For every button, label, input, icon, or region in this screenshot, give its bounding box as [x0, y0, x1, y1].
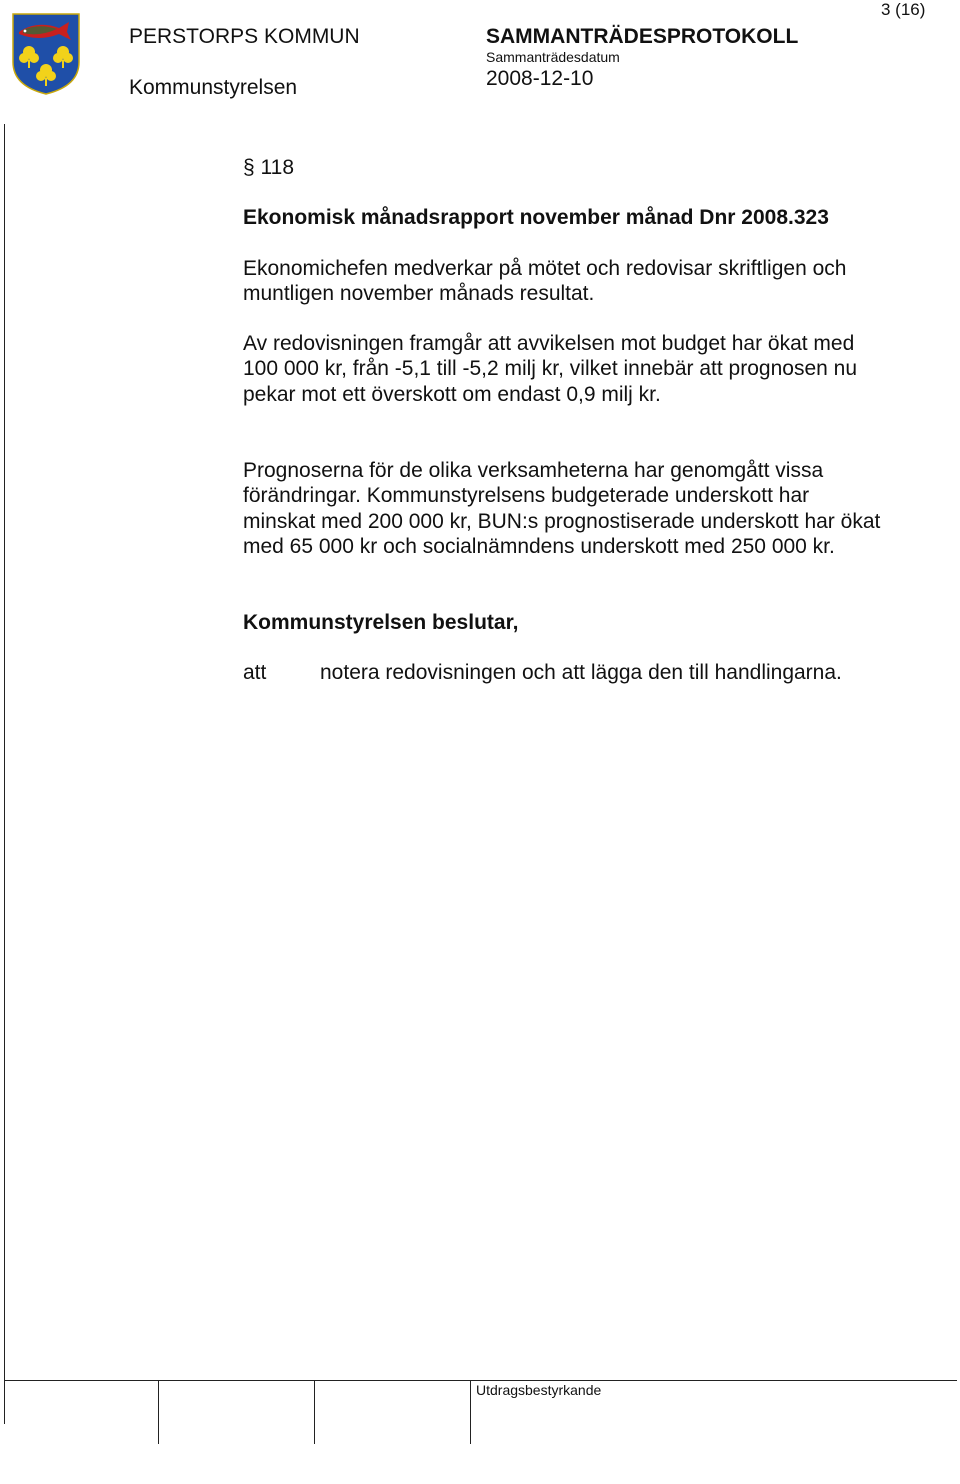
certification-label: Utdragsbestyrkande: [476, 1382, 602, 1398]
left-margin-line: [4, 124, 5, 1424]
paragraph: Ekonomichefen medverkar på mötet och redovisar skriftligen och muntligen november månads resultat.: [243, 257, 847, 306]
coat-of-arms-icon: [11, 12, 81, 96]
signature-box-divider: [470, 1380, 471, 1444]
signature-box-divider: [158, 1380, 159, 1444]
paragraph: Prognoserna för de olika verksamheterna har genomgått vissa förändringar. Kommunstyrelsens budgeterade underskott har minskat med 200 000 kr, BUN:s prognostiserade underskott har ökat med 65 000 kr och socialnämndens underskott med 250 000 kr.: [243, 459, 881, 558]
board-name: Kommunstyrelsen: [129, 76, 298, 99]
page-number: 3 (16): [881, 0, 926, 19]
document-title: SAMMANTRÄDESPROTOKOLL: [486, 25, 799, 48]
decision-prefix: att: [243, 661, 267, 684]
item-title: Ekonomisk månadsrapport november månad Dnr 2008.323: [243, 206, 829, 229]
section-number: § 118: [243, 156, 294, 179]
signature-box-divider: [314, 1380, 315, 1444]
meeting-date-label: Sammanträdesdatum: [486, 49, 620, 65]
decision-heading: Kommunstyrelsen beslutar,: [243, 611, 519, 634]
meeting-date: 2008-12-10: [486, 67, 594, 90]
organization-name: PERSTORPS KOMMUN: [129, 25, 360, 48]
footer-divider: [4, 1380, 957, 1381]
paragraph: Av redovisningen framgår att avvikelsen mot budget har ökat med 100 000 kr, från -5,1 till -5,2 milj kr, vilket innebär att prognosen nu pekar mot ett överskott om endast 0,9 milj kr.: [243, 332, 857, 406]
decision-text: notera redovisningen och att lägga den till handlingarna.: [320, 661, 842, 684]
